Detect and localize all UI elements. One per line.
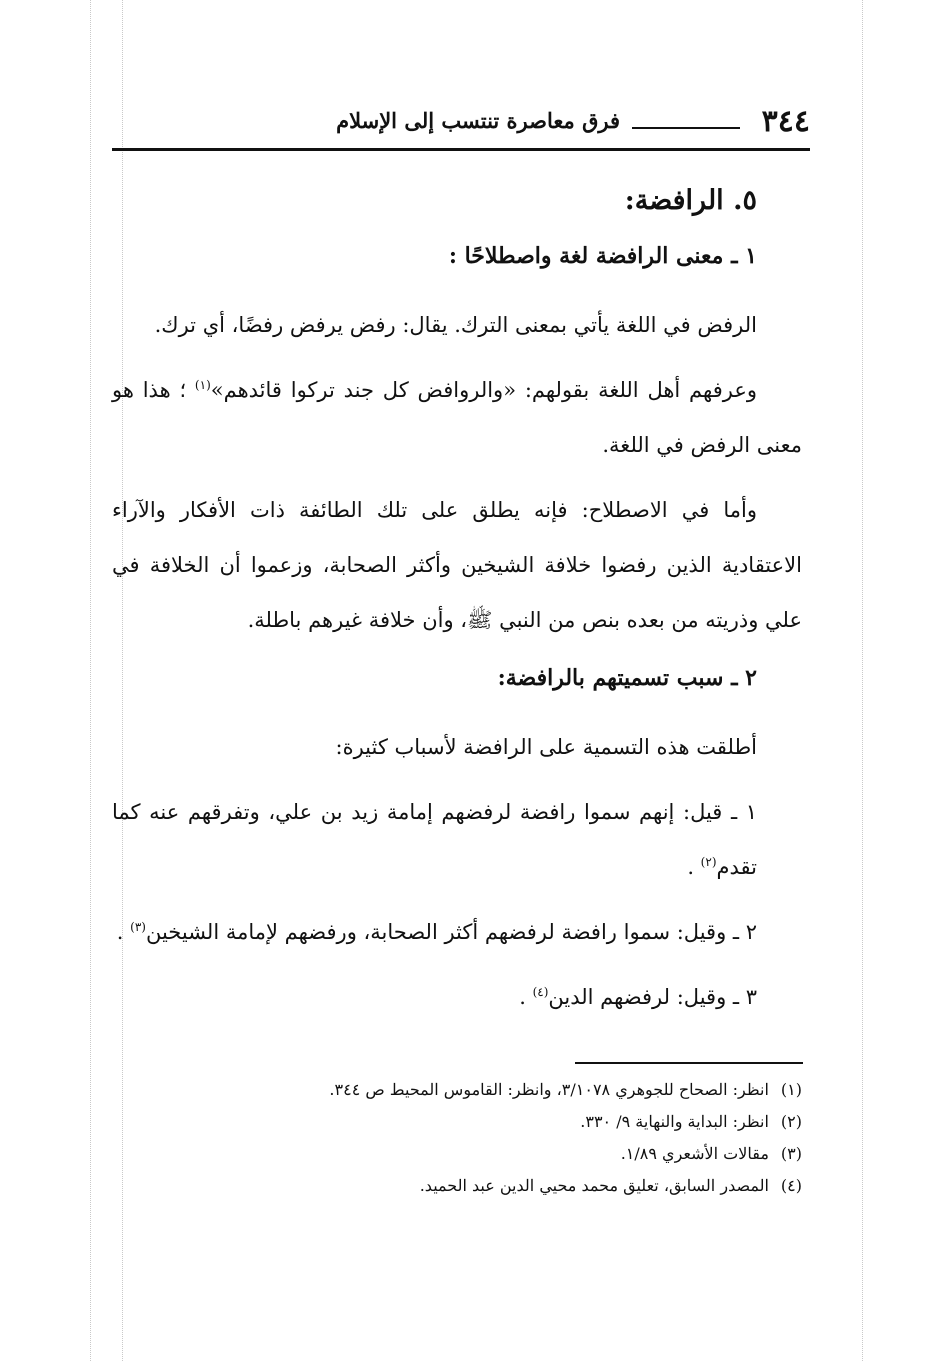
scan-dotted-line (90, 0, 91, 1361)
footnote-text: انظر: الصحاح للجوهري ٣/١٠٧٨، وانظر: القاموس المحيط ص ٣٤٤. (329, 1080, 769, 1099)
page-header (112, 100, 810, 150)
footnote-number: (١) (780, 1080, 802, 1099)
footnote-separator (575, 1062, 803, 1064)
scan-dotted-line (862, 0, 863, 1361)
footnote-number: (٣) (780, 1144, 802, 1163)
footnote-ref[interactable]: (٢) (700, 855, 717, 869)
paragraph-linguistic: الرفض في اللغة يأتي بمعنى الترك. يقال: رفض يرفض رفضًا، أي ترك. (154, 313, 757, 337)
footnote-text: انظر: البداية والنهاية ٩/ ٣٣٠. (580, 1112, 769, 1131)
footnote (112, 1074, 802, 1106)
paragraph-text: وعرفهم أهل اللغة بقولهم: «والروافض كل جند تركوا قائدهم» (210, 378, 758, 402)
paragraph-technical: وأما في الاصطلاح: فإنه يطلق على تلك الطائفة ذات الأفكار والآراء الاعتقادية الذين رفضوا خلافة الشيخين وأكثر الصحابة، وزعموا أن الخلافة في علي وذريته من بعده بنص من النبي ﷺ، وأن خلافة غيرهم باطلة. (112, 498, 802, 632)
subheading-naming: ٢ ـ سبب تسميتهم بالرافضة: (497, 665, 757, 691)
footnote-text: المصدر السابق، تعليق محمد محيي الدين عبد الحميد. (419, 1176, 769, 1195)
paragraph-text: . (519, 985, 533, 1009)
subheading-meaning: ١ ـ معنى الرافضة لغة واصطلاحًا : (448, 243, 757, 269)
footnote (112, 1106, 802, 1138)
header-rule (112, 148, 810, 151)
section-heading: ٥. الرافضة: (624, 185, 757, 216)
paragraph-definition (112, 363, 802, 473)
main-text (112, 178, 802, 1035)
footnotes (112, 1074, 802, 1202)
paragraph-text: ؛ هذا هو معنى الرفض في اللغة. (112, 378, 802, 457)
paragraph-text: ٣ ـ وقيل: لرفضهم الدين (548, 985, 757, 1009)
page-number: ٣٤٤ (761, 104, 810, 139)
paragraph-text: ٢ ـ وقيل: سموا رافضة لرفضهم أكثر الصحابة، ورفضهم لإمامة الشيخين (145, 920, 757, 944)
footnote-ref[interactable]: (٤) (532, 985, 549, 999)
paragraph-text: . (687, 855, 701, 879)
footnote-number: (٤) (780, 1176, 802, 1195)
footnote-ref[interactable]: (١) (194, 378, 211, 392)
paragraph-reasons-intro: أطلقت هذه التسمية على الرافضة لأسباب كثيرة: (335, 735, 757, 759)
footnote-ref[interactable]: (٣) (130, 920, 146, 934)
list-item-reason-1 (112, 785, 802, 895)
paragraph-text: ١ ـ قيل: إنهم سموا رافضة لرفضهم إمامة زيد بن علي، وتفرقهم عنه كما تقدم (112, 800, 757, 879)
header-dash (632, 127, 740, 129)
list-item-reason-2 (112, 905, 802, 960)
footnote (112, 1138, 802, 1170)
footnote (112, 1170, 802, 1202)
running-title: فرق معاصرة تنتسب إلى الإسلام (336, 108, 620, 133)
footnote-text: مقالات الأشعري ١/٨٩. (620, 1144, 769, 1163)
list-item-reason-3 (112, 970, 802, 1025)
footnote-number: (٢) (780, 1112, 802, 1131)
paragraph-text: . (116, 920, 131, 944)
